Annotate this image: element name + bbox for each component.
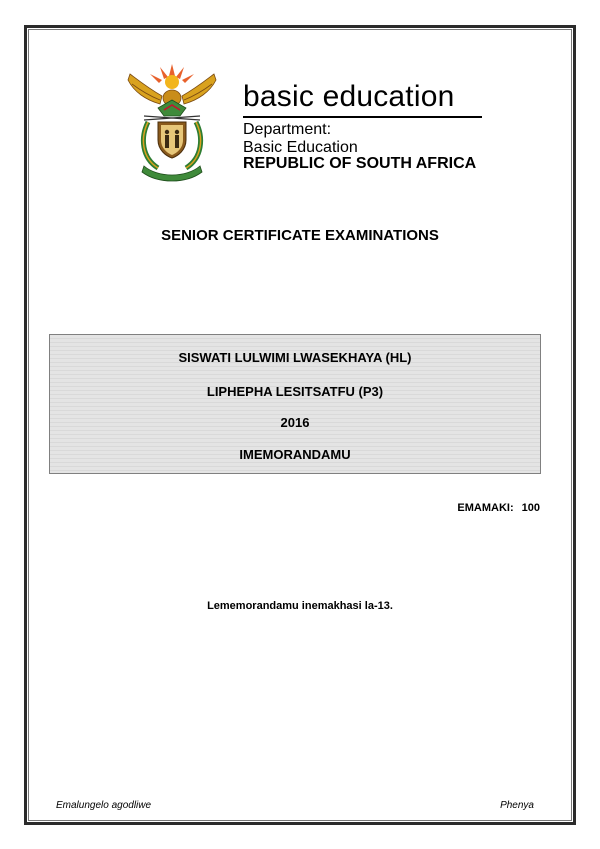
brand-title: basic education — [243, 80, 455, 113]
copyright-footer: Emalungelo agodliwe — [56, 800, 152, 811]
paper-title: LIPHEPHA LESITSATFU (P3) — [206, 384, 384, 399]
coat-of-arms-icon — [122, 58, 222, 183]
total-marks — [457, 502, 540, 514]
year-title: 2016 — [280, 415, 310, 430]
brand-underline — [243, 116, 482, 118]
title-box — [49, 334, 541, 474]
turn-over-footer: Phenya — [500, 800, 534, 811]
subject-title: SISWATI LULWIMI LWASEKHAYA (HL) — [178, 350, 412, 365]
marks-label: EMAMAKI: — [457, 502, 514, 514]
marks-value: 100 — [521, 502, 540, 514]
country-name: REPUBLIC OF SOUTH AFRICA — [243, 155, 477, 172]
department-label: Department: — [243, 121, 332, 138]
page-count-note: Lememorandamu inemakhasi la-13. — [207, 600, 393, 612]
exam-heading: SENIOR CERTIFICATE EXAMINATIONS — [161, 227, 439, 244]
document-type-title: IMEMORANDAMU — [239, 447, 351, 462]
department-name: Basic Education — [243, 139, 358, 156]
